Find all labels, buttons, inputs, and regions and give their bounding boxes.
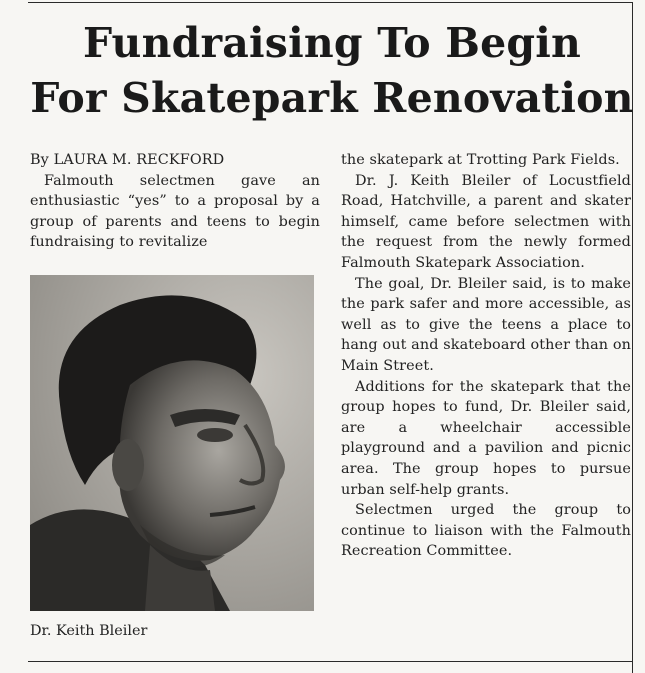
- headline: [28, 16, 636, 126]
- byline: By LAURA M. RECKFORD: [30, 152, 225, 168]
- portrait-photo: [30, 275, 314, 611]
- photo-caption: Dr. Keith Bleiler: [30, 623, 148, 639]
- headline-line-2: For Skatepark Renovation: [30, 74, 634, 122]
- right-column: [341, 150, 631, 562]
- right-paragraph-1: the skatepark at Trotting Park Fields.: [341, 152, 620, 168]
- portrait-illustration: [30, 275, 314, 611]
- right-paragraph-2: Dr. J. Keith Bleiler of Locustfield Road, Hatchville, a parent and skater himself, came before selectmen with the request from the newly formed Falmouth Skatepark Association.: [341, 172, 631, 271]
- left-column: [30, 150, 320, 253]
- bottom-rule: [28, 661, 633, 662]
- right-paragraph-4: Additions for the skatepark that the group hopes to fund, Dr. Bleiler said, are a wheelchair accessible playground and a pavilion and picnic area. The group hopes to pursue urban self-help grants.: [341, 378, 631, 498]
- top-rule: [28, 2, 633, 3]
- right-paragraph-5: Selectmen urged the group to continue to liaison with the Falmouth Recreation Committee.: [341, 502, 631, 560]
- right-paragraph-3: The goal, Dr. Bleiler said, is to make the park safer and more accessible, as well as to give the teens a place to hang out and skateboard other than on Main Street.: [341, 275, 631, 374]
- left-paragraph: Falmouth selectmen gave an enthusiastic “yes” to a proposal by a group of parents and teens to begin fundraising to revitalize: [30, 172, 320, 251]
- headline-line-1: Fundraising To Begin: [82, 19, 582, 67]
